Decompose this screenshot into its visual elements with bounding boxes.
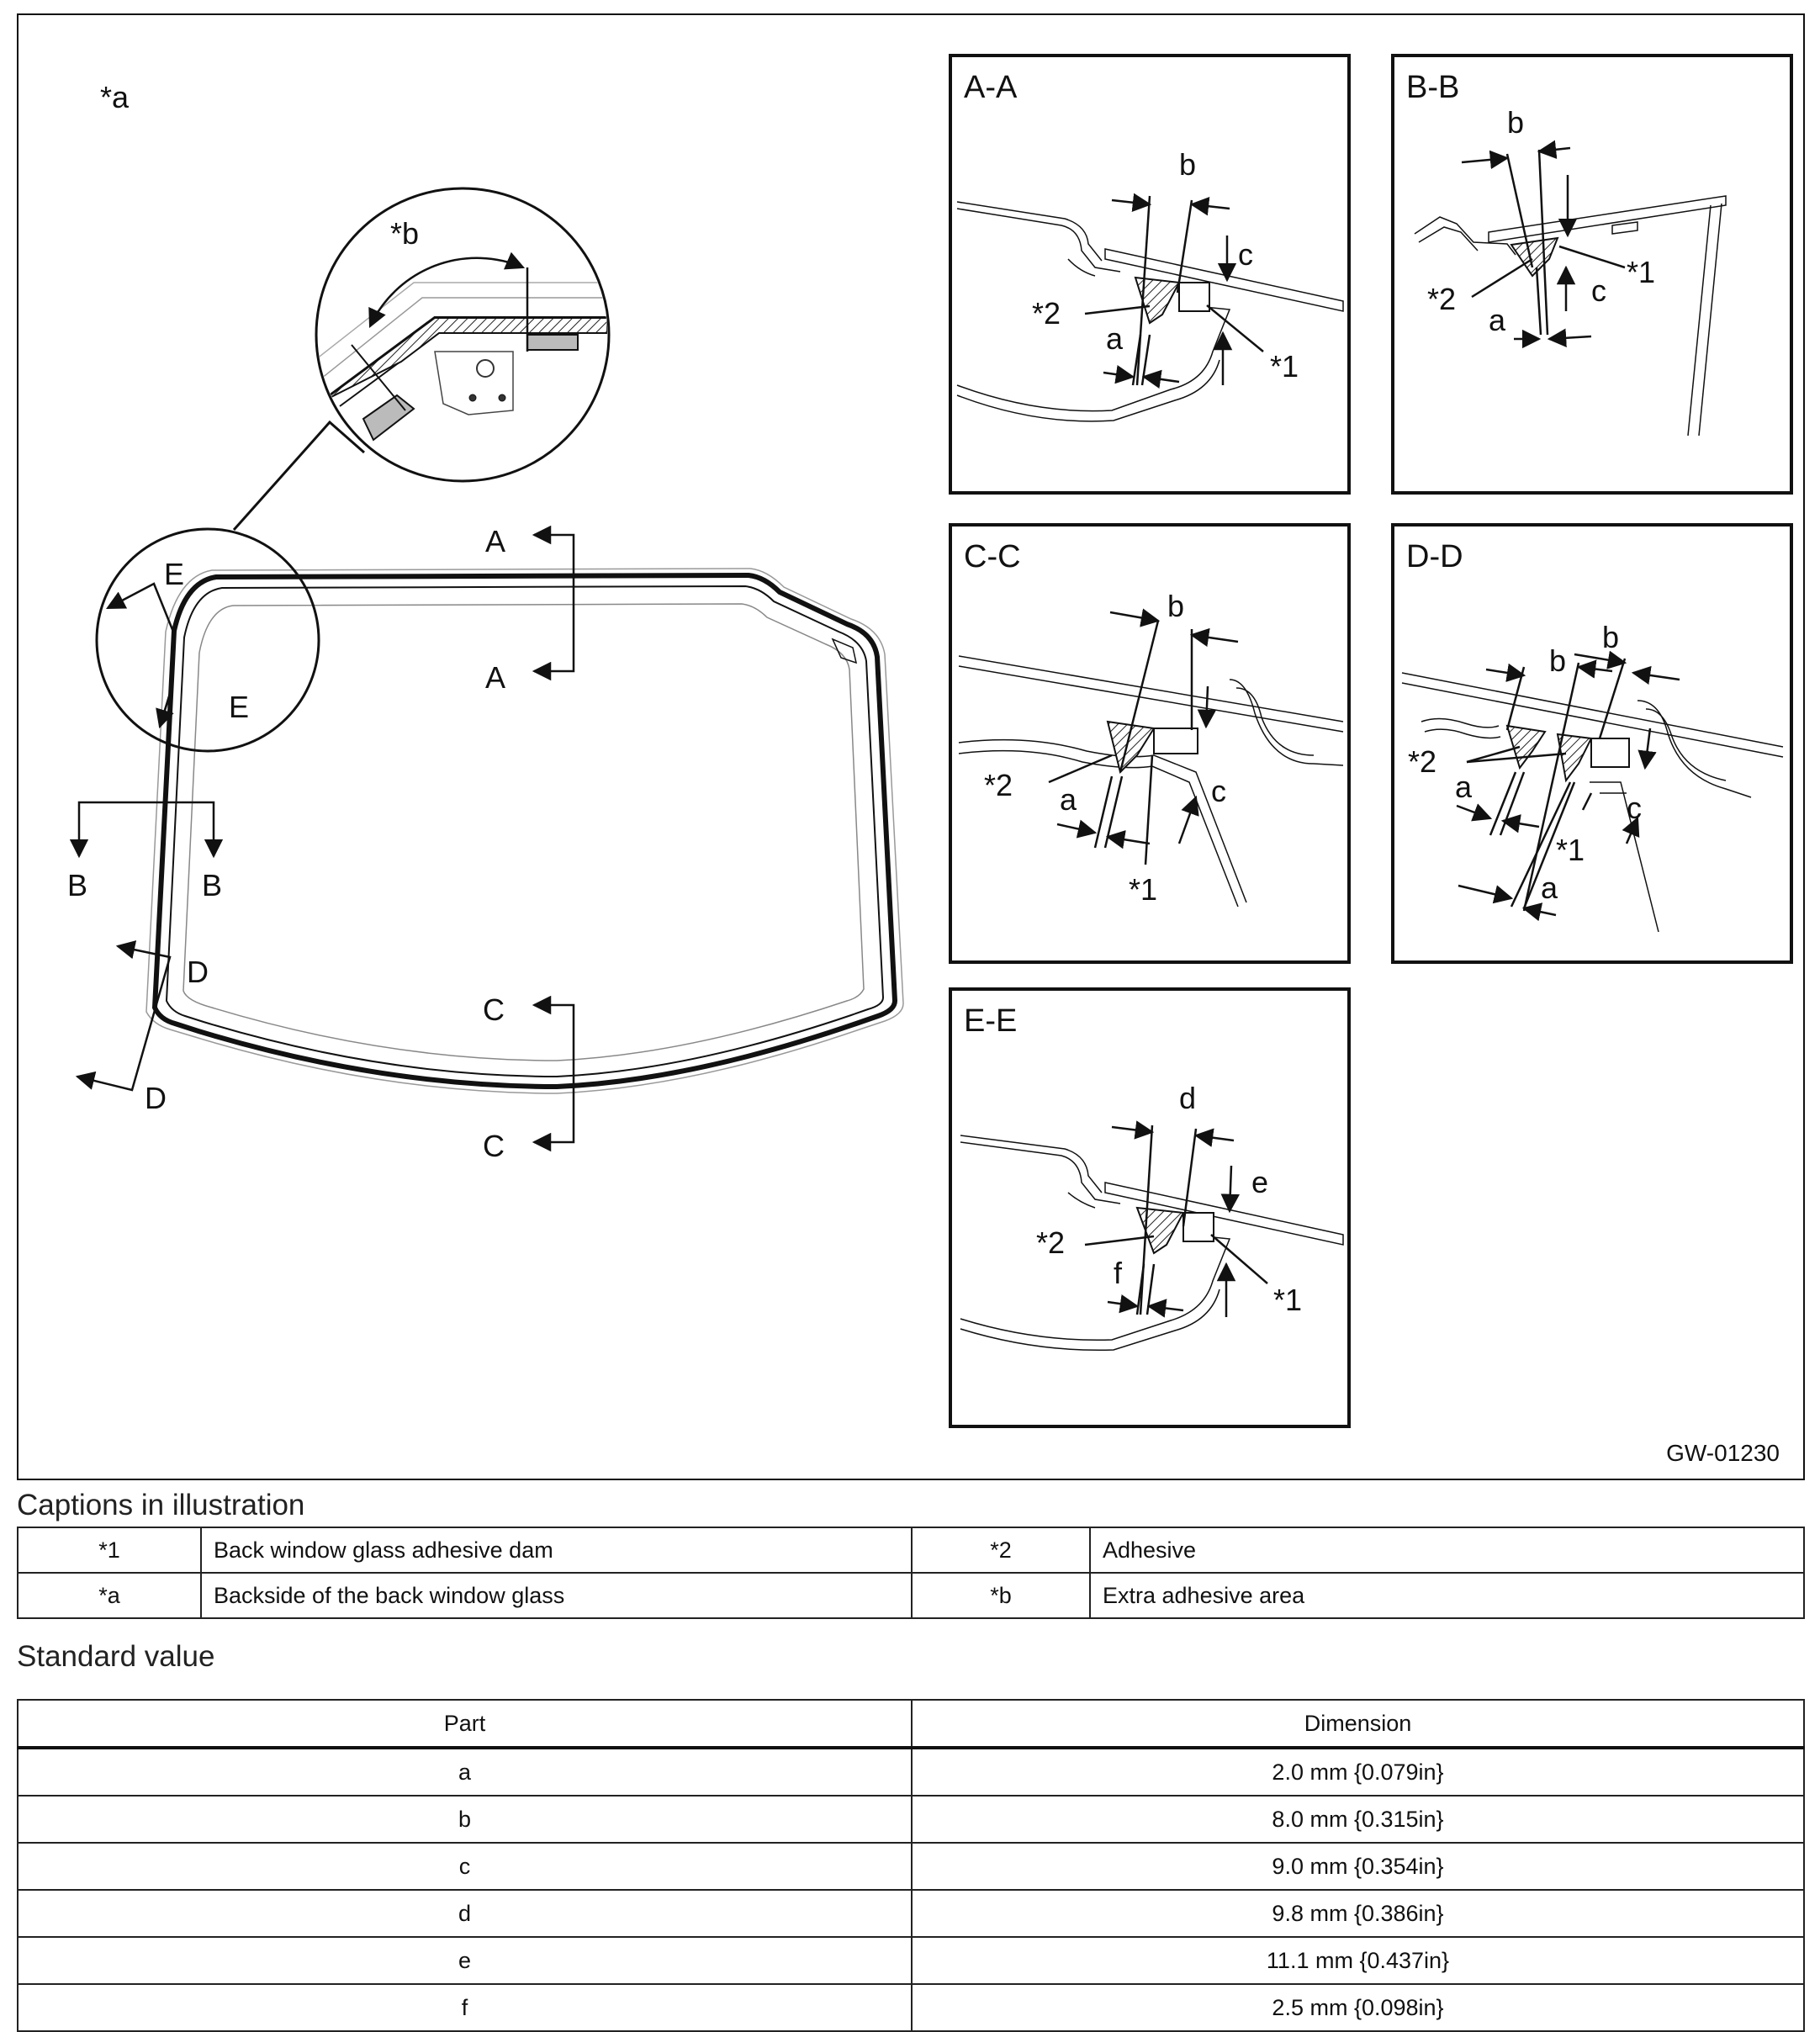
table-row (18, 1796, 1804, 1843)
part-cell: a (18, 1748, 912, 1796)
dim-label-a-upper: a (1455, 770, 1473, 804)
dimension-cell: 9.0 mm {0.354in} (912, 1843, 1804, 1890)
standard-value-table (17, 1699, 1805, 2032)
marker-e-top: E (164, 557, 185, 591)
figure-id: GW-01230 (1666, 1440, 1780, 1466)
back-window-glass (146, 569, 903, 1093)
table-row (18, 1573, 1804, 1618)
caption-value: Adhesive (1090, 1527, 1804, 1573)
panel-title-c-c: C-C (964, 539, 1021, 574)
caption-value: Backside of the back window glass (201, 1573, 912, 1618)
dimension-cell: 9.8 mm {0.386in} (912, 1890, 1804, 1937)
section-panel-b-b (1393, 56, 1791, 493)
dim-label-e: e (1251, 1165, 1269, 1199)
callout-adhesive: *2 (1408, 744, 1437, 779)
caption-value: Extra adhesive area (1090, 1573, 1804, 1618)
marker-e-bottom: E (229, 690, 250, 724)
part-cell: d (18, 1890, 912, 1937)
callout-adhesive: *2 (984, 768, 1013, 802)
table-row (18, 1843, 1804, 1890)
panel-title-a-a: A-A (964, 70, 1018, 105)
panel-title-e-e: E-E (964, 1003, 1018, 1039)
dimension-cell: 2.5 mm {0.098in} (912, 1984, 1804, 2031)
illustration-frame (17, 13, 1805, 1480)
dim-label-c: c (1627, 791, 1642, 825)
table-row (18, 1748, 1804, 1796)
dim-label-b: b (1167, 589, 1185, 623)
back-window-diagram (19, 15, 1802, 1478)
caption-key: *a (18, 1573, 201, 1618)
captions-table (17, 1527, 1805, 1619)
panel-title-d-d: D-D (1406, 539, 1463, 574)
dim-label-b-inner: b (1549, 643, 1567, 678)
dimension-cell: 8.0 mm {0.315in} (912, 1796, 1804, 1843)
table-row (18, 1527, 1804, 1573)
table-header-row (18, 1700, 1804, 1748)
table-row (18, 1984, 1804, 2031)
dim-label-a: a (1060, 782, 1077, 817)
dim-label-d: d (1179, 1081, 1197, 1115)
dim-label-a: a (1106, 321, 1124, 356)
section-panel-a-a (950, 56, 1349, 493)
captions-heading: Captions in illustration (17, 1489, 305, 1521)
callout-backside: *a (100, 80, 130, 114)
part-cell: f (18, 1984, 912, 2031)
caption-key: *1 (18, 1527, 201, 1573)
section-panel-d-d (1393, 525, 1791, 962)
marker-a-bottom: A (485, 660, 506, 695)
column-header-dimension: Dimension (912, 1700, 1804, 1748)
section-arrows (77, 535, 574, 1142)
part-cell: c (18, 1843, 912, 1890)
marker-d-top: D (187, 955, 209, 989)
dim-label-c: c (1591, 273, 1606, 308)
callout-adhesive: *2 (1036, 1225, 1066, 1260)
dim-label-b: b (1507, 105, 1525, 140)
extra-adhesive-detail (304, 188, 609, 481)
dim-label-b-outer: b (1602, 620, 1620, 654)
panel-title-b-b: B-B (1406, 70, 1460, 105)
callout-dam: *1 (1556, 833, 1585, 867)
magnifier-pointer (234, 422, 364, 530)
caption-key: *b (912, 1573, 1090, 1618)
section-panel-c-c (950, 525, 1349, 962)
corner-zoom-circle (97, 529, 319, 751)
caption-key: *2 (912, 1527, 1090, 1573)
dimension-cell: 11.1 mm {0.437in} (912, 1937, 1804, 1984)
standard-heading: Standard value (17, 1640, 215, 1673)
dim-label-a: a (1489, 303, 1506, 337)
marker-c-bottom: C (483, 1129, 505, 1163)
marker-d-bottom: D (145, 1081, 167, 1115)
section-panel-e-e (950, 989, 1349, 1426)
column-header-part: Part (18, 1700, 912, 1748)
caption-value: Back window glass adhesive dam (201, 1527, 912, 1573)
callout-dam: *1 (1273, 1283, 1303, 1317)
callout-adhesive: *2 (1427, 282, 1457, 316)
dimension-cell: 2.0 mm {0.079in} (912, 1748, 1804, 1796)
callout-adhesive: *2 (1032, 296, 1061, 331)
table-row (18, 1890, 1804, 1937)
part-cell: e (18, 1937, 912, 1984)
callout-dam: *1 (1270, 349, 1299, 384)
callout-extra-adhesive: *b (390, 216, 420, 251)
callout-dam: *1 (1129, 872, 1158, 907)
marker-a-top: A (485, 524, 506, 558)
dim-label-c: c (1238, 237, 1253, 272)
marker-c-top: C (483, 992, 505, 1027)
table-row (18, 1937, 1804, 1984)
dim-label-c: c (1211, 774, 1226, 808)
dim-label-b: b (1179, 147, 1197, 182)
marker-b-right: B (202, 868, 223, 902)
dim-label-a-lower: a (1541, 870, 1558, 905)
callout-dam: *1 (1627, 255, 1656, 289)
part-cell: b (18, 1796, 912, 1843)
marker-b-left: B (67, 868, 88, 902)
dim-label-f: f (1114, 1256, 1123, 1290)
